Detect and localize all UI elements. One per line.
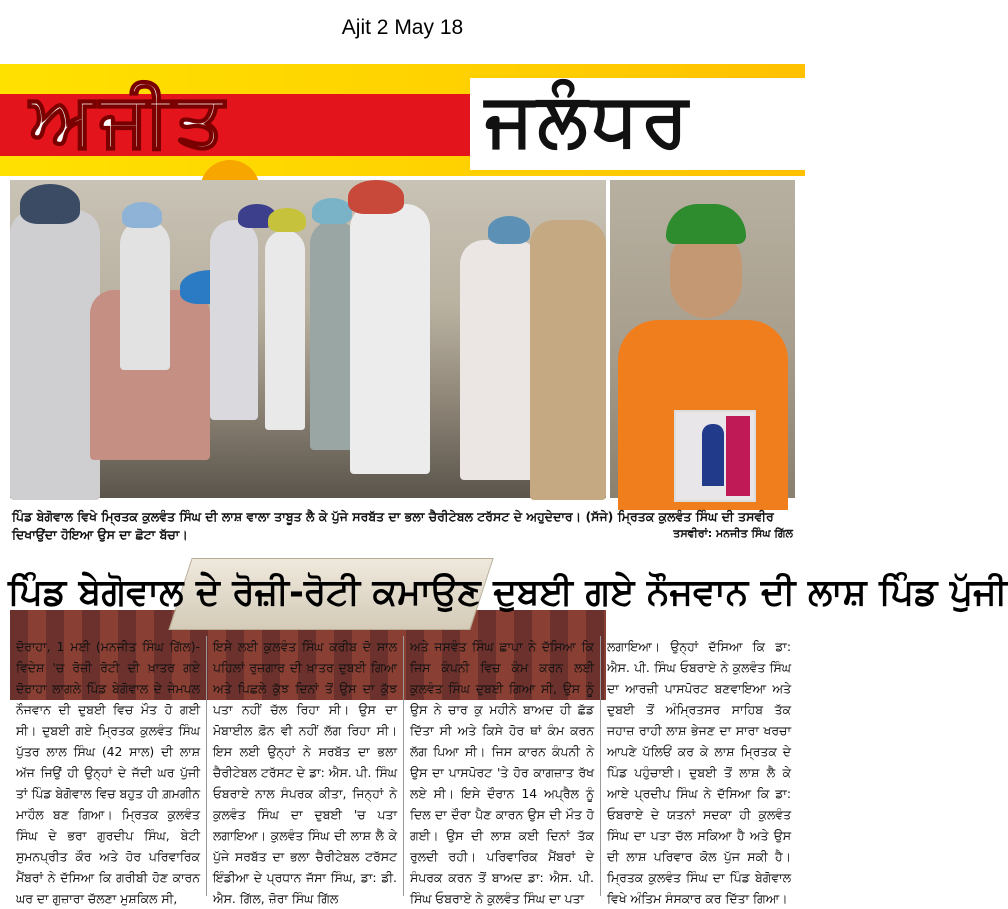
masthead-banner [0, 64, 805, 176]
photo-caption: ਪਿੰਡ ਬੇਗੋਵਾਲ ਵਿਖੇ ਮ੍ਰਿਤਕ ਕੁਲਵੰਤ ਸਿੰਘ ਦੀ ਲਾਸ਼ ਵਾਲਾ ਤਾਬੂਤ ਲੈ ਕੇ ਪੁੱਜੇ ਸਰਬੱਤ ਦਾ ਭਲਾ ਚੈਰੀਟੇਬਲ ਟਰੱਸਟ ਦੇ ਅਹੁਦੇਦਾਰ। (ਸੱਜੇ) ਮ੍ਰਿਤਕ ਕੁਲਵੰਤ ਸਿੰਘ ਦੀ ਤਸਵੀਰ ਦਿਖਾਉਂਦਾ ਹੋਇਆ ਉਸ ਦਾ ਛੋਟਾ ਬੱਚਾ। [12, 509, 774, 542]
masthead-edition-name: ਜਲੰਧਰ [485, 77, 692, 163]
coffin-photo [10, 180, 606, 498]
article-column: ਦੋਰਾਹਾ, 1 ਮਈ (ਮਨਜੀਤ ਸਿੰਘ ਗਿੱਲ)-ਵਿਦੇਸ਼ 'ਚ ਰੋਜ਼ੀ ਰੋਟੀ ਦੀ ਖ਼ਾਤਰ ਗਏ ਦੋਰਾਹਾ ਲਾਗਲੇ ਪਿੰਡ ਬੇਗੋਵਾਲ ਦੇ ਜੇਮਪਲ ਨੌਜਵਾਨ ਦੀ ਦੁਬਈ ਵਿਚ ਮੌਤ ਹੋ ਗਈ ਸੀ। ਦੁਬਈ ਗਏ ਮ੍ਰਿਤਕ ਕੁਲਵੰਤ ਸਿੰਘ ਪੁੱਤਰ ਲਾਲ ਸਿੰਘ (42 ਸਾਲ) ਦੀ ਲਾਸ਼ ਅੱਜ ਜਿਉਂ ਹੀ ਉਨ੍ਹਾਂ ਦੇ ਜੱਦੀ ਘਰ ਪੁੱਜੀ ਤਾਂ ਪਿੰਡ ਬੇਗੋਵਾਲ ਵਿਚ ਬਹੁਤ ਹੀ ਗ਼ਮਗੀਨ ਮਾਹੌਲ ਬਣ ਗਿਆ। ਮ੍ਰਿਤਕ ਕੁਲਵੰਤ ਸਿੰਘ ਦੇ ਭਰਾ ਗੁਰਦੀਪ ਸਿੰਘ, ਬੇਟੀ ਸੁਮਨਪ੍ਰੀਤ ਕੌਰ ਅਤੇ ਹੋਰ ਪਰਿਵਾਰਿਕ ਮੈਂਬਰਾਂ ਨੇ ਦੱਸਿਆ ਕਿ ਗਰੀਬੀ ਹੋਣ ਕਾਰਨ ਘਰ ਦਾ ਗੁਜ਼ਾਰਾ ਚੱਲਣਾ ਮੁਸ਼ਕਿਲ ਸੀ, [10, 636, 207, 896]
masthead-paper-name: ਅਜੀਤ [30, 77, 230, 163]
article-column: ਲਗਾਇਆ। ਉਨ੍ਹਾਂ ਦੱਸਿਆ ਕਿ ਡਾ: ਐਸ. ਪੀ. ਸਿੰਘ ਓਬਰਾਏ ਨੇ ਕੁਲਵੰਤ ਸਿੰਘ ਦਾ ਆਰਜ਼ੀ ਪਾਸਪੋਰਟ ਬਣਵਾਇਆ ਅਤੇ ਦੁਬਈ ਤੋਂ ਅੰਮ੍ਰਿਤਸਰ ਸਾਹਿਬ ਤੱਕ ਜਹਾਜ਼ ਰਾਹੀ ਲਾਸ਼ ਭੇਜਣ ਦਾ ਸਾਰਾ ਖਰਚਾ ਆਪਣੇ ਪੱਲਿਓਂ ਕਰ ਕੇ ਲਾਸ਼ ਮ੍ਰਿਤਕ ਦੇ ਪਿੰਡ ਪਹੁੰਚਾਈ। ਦੁਬਈ ਤੋਂ ਲਾਸ਼ ਲੈ ਕੇ ਆਏ ਪ੍ਰਦੀਪ ਸਿੰਘ ਨੇ ਦੱਸਿਆ ਕਿ ਡਾ: ਓਬਰਾਏ ਦੇ ਯਤਨਾਂ ਸਦਕਾ ਹੀ ਕੁਲਵੰਤ ਸਿੰਘ ਦਾ ਪਤਾ ਚੱਲ ਸਕਿਆ ਹੈ ਅਤੇ ਉਸ ਦੀ ਲਾਸ਼ ਪਰਿਵਾਰ ਕੋਲ ਪੁੱਜ ਸਕੀ ਹੈ। ਮ੍ਰਿਤਕ ਕੁਲਵੰਤ ਸਿੰਘ ਦਾ ਪਿੰਡ ਬੇਗੋਵਾਲ ਵਿਖੇ ਅੰਤਿਮ ਸੰਸਕਾਰ ਕਰ ਦਿੱਤਾ ਗਿਆ। [607, 639, 791, 906]
photo-credit: ਤਸਵੀਰਾਂ: ਮਨਜੀਤ ਸਿੰਘ ਗਿੱਲ [673, 527, 793, 540]
photo-portrait-figure [702, 424, 724, 486]
article-column: ਇਸੇ ਲਈ ਕੁਲਵੰਤ ਸਿੰਘ ਕਰੀਬ ਦੋ ਸਾਲ ਪਹਿਲਾਂ ਰੁਜ਼ਗਾਰ ਦੀ ਖ਼ਾਤਰ ਦੁਬਈ ਗਿਆ ਅਤੇ ਪਿਛਲੇ ਕੁੱਝ ਦਿਨਾਂ ਤੋਂ ਉਸ ਦਾ ਕੁੱਝ ਪਤਾ ਨਹੀਂ ਚੱਲ ਰਿਹਾ ਸੀ। ਉਸ ਦਾ ਮੋਬਾਈਲ ਫ਼ੋਨ ਵੀ ਨਹੀਂ ਲੱਗ ਰਿਹਾ ਸੀ। ਇਸ ਲਈ ਉਨ੍ਹਾਂ ਨੇ ਸਰਬੱਤ ਦਾ ਭਲਾ ਚੈਰੀਟੇਬਲ ਟਰੱਸਟ ਦੇ ਡਾ: ਐਸ. ਪੀ. ਸਿੰਘ ਓਬਰਾਏ ਨਾਲ ਸੰਪਰਕ ਕੀਤਾ, ਜਿਨ੍ਹਾਂ ਨੇ ਕੁਲਵੰਤ ਸਿੰਘ ਦਾ ਦੁਬਈ 'ਚ ਪਤਾ ਲਗਾਇਆ। ਕੁਲਵੰਤ ਸਿੰਘ ਦੀ ਲਾਸ਼ ਲੈ ਕੇ ਪੁੱਜੇ ਸਰਬੱਤ ਦਾ ਭਲਾ ਚੈਰੀਟੇਬਲ ਟਰੱਸਟ ਇੰਡੀਆ ਦੇ ਪ੍ਰਧਾਨ ਜੱਸਾ ਸਿੰਘ, ਡਾ: ਡੀ. ਐਸ. ਗਿੱਲ, ਜ਼ੋਰਾ ਸਿੰਘ ਗਿੱਲ [207, 636, 404, 896]
photo-turban [268, 208, 306, 232]
photo-person [210, 220, 258, 420]
photo-held-portrait [674, 410, 756, 502]
clipping-source-label: Ajit 2 May 18 [341, 16, 464, 39]
article-headline: ਪਿੰਡ ਬੇਗੋਵਾਲ ਦੇ ਰੋਜ਼ੀ-ਰੋਟੀ ਕਮਾਉਣ ਦੁਬਈ ਗਏ ਨੌਜਵਾਨ ਦੀ ਲਾਸ਼ ਪਿੰਡ ਪੁੱਜੀ [8, 572, 1008, 613]
photo-turban [348, 180, 404, 214]
photo-turban [20, 184, 80, 224]
child-photo [610, 180, 795, 498]
photo-turban [122, 202, 162, 228]
article-body [10, 636, 797, 906]
photo-person [530, 220, 606, 500]
photo-turban [312, 198, 352, 224]
photo-portrait-drape [726, 416, 750, 496]
photo-person [265, 230, 305, 430]
photo-child-turban [666, 204, 746, 244]
article-column: ਅਤੇ ਜਸਵੰਤ ਸਿੰਘ ਛਾਪਾ ਨੇ ਦੱਸਿਆ ਕਿ ਜਿਸ ਕੰਪਨੀ ਵਿਚ ਕੰਮ ਕਰਨ ਲਈ ਕੁਲਵੰਤ ਸਿੰਘ ਦੁਬਈ ਗਿਆ ਸੀ, ਉਸ ਨੂੰ ਉਸ ਨੇ ਚਾਰ ਕੁ ਮਹੀਨੇ ਬਾਅਦ ਹੀ ਛੱਡ ਦਿੱਤਾ ਸੀ ਅਤੇ ਕਿਸੇ ਹੋਰ ਥਾਂ ਕੰਮ ਕਰਨ ਲੱਗ ਪਿਆ ਸੀ। ਜਿਸ ਕਾਰਨ ਕੰਪਨੀ ਨੇ ਉਸ ਦਾ ਪਾਸਪੋਰਟ 'ਤੇ ਹੋਰ ਕਾਗਜ਼ਾਤ ਰੱਖ ਲਏ ਸੀ। ਇਸੇ ਦੌਰਾਨ 14 ਅਪ੍ਰੈਲ ਨੂੰ ਦਿਲ ਦਾ ਦੌਰਾ ਪੈਣ ਕਾਰਨ ਉਸ ਦੀ ਮੌਤ ਹੋ ਗਈ। ਉਸ ਦੀ ਲਾਸ਼ ਕਈ ਦਿਨਾਂ ਤੱਕ ਰੁਲਦੀ ਰਹੀ। ਪਰਿਵਾਰਿਕ ਮੈਂਬਰਾਂ ਦੇ ਸੰਪਰਕ ਕਰਨ ਤੋਂ ਬਾਅਦ ਡਾ: ਐਸ. ਪੀ. ਸਿੰਘ ਓਬਰਾਏ ਨੇ ਕੁਲਵੰਤ ਸਿੰਘ ਦਾ ਪਤਾ [404, 636, 601, 896]
photo-person [460, 240, 540, 480]
photo-person [120, 220, 170, 370]
photo-turban [488, 216, 530, 244]
photo-person [350, 204, 430, 474]
photo-person [10, 210, 100, 500]
